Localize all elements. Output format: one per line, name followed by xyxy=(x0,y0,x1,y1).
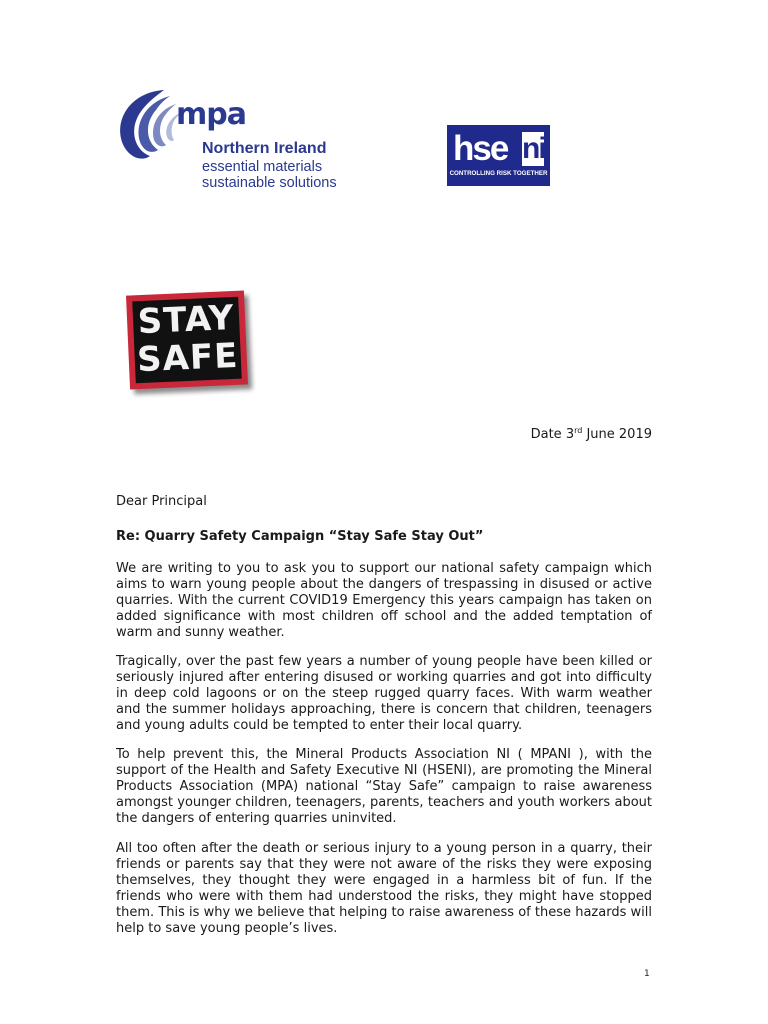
salutation: Dear Principal xyxy=(116,494,207,509)
stay-safe-badge xyxy=(126,290,248,389)
hseni-logo xyxy=(447,125,550,186)
hseni-ni-text: ni xyxy=(522,132,545,165)
date-prefix: Date 3 xyxy=(530,427,575,442)
mpa-wordmark: mpa xyxy=(176,97,246,132)
body-paragraph-2: Tragically, over the past few years a number of young people have been killed or seriously injured after entering disused or working quarries and got into difficulty in deep cold lagoons or on the steep rugged quarry faces. With warm weather and the summer holidays approaching, there is concern that children, teenagers and young adults could be tempted to enter their local quarry. xyxy=(116,654,652,733)
body-paragraph-4: All too often after the death or serious injury to a young person in a quarry, their friends or parents say that they were not aware of the risks they were exposing themselves, they thought they were engaged in a harmless bit of fun. If the friends who were with them had understood the risks, they might have stopped them. This is why we believe that helping to raise awareness of these hazards will help to save young people’s lives. xyxy=(116,841,652,936)
subject-line: Re: Quarry Safety Campaign “Stay Safe Stay Out” xyxy=(116,529,484,544)
date-rest: June 2019 xyxy=(582,427,652,442)
mpa-region-label: Northern Ireland xyxy=(202,140,327,157)
date-ordinal-suffix: rd xyxy=(574,426,583,435)
hseni-wordmark: hse xyxy=(453,129,508,168)
mpa-tagline-line2: sustainable solutions xyxy=(202,175,337,191)
mpa-tagline-line1: essential materials xyxy=(202,159,323,175)
body-paragraph-3: To help prevent this, the Mineral Products Association NI ( MPANI ), with the support of the Health and Safety Executive NI (HSENI), are promoting the Mineral Products Association (MPA) national “Stay Safe” campaign to raise awareness amongst younger children, teenagers, parents, teachers and youth workers about the dangers of entering quarries uninvited. xyxy=(116,747,652,826)
page-number: 1 xyxy=(644,969,650,979)
mpa-logo xyxy=(112,84,362,194)
stay-safe-line2: SAFE xyxy=(136,335,240,381)
body-paragraph-1: We are writing to you to ask you to support our national safety campaign which aims to warn young people about the dangers of trespassing in disused or active quarries. With the current COVID19 Emergency this years campaign has taken on added significance with most children off school and the added temptation of warm and sunny weather. xyxy=(116,561,652,640)
stay-safe-line1: STAY xyxy=(136,297,236,343)
stay-safe-badge-inner xyxy=(132,297,241,384)
letter-date xyxy=(531,427,652,443)
hseni-tagline: CONTROLLING RISK TOGETHER xyxy=(449,170,548,177)
hseni-ni-box xyxy=(522,132,544,166)
